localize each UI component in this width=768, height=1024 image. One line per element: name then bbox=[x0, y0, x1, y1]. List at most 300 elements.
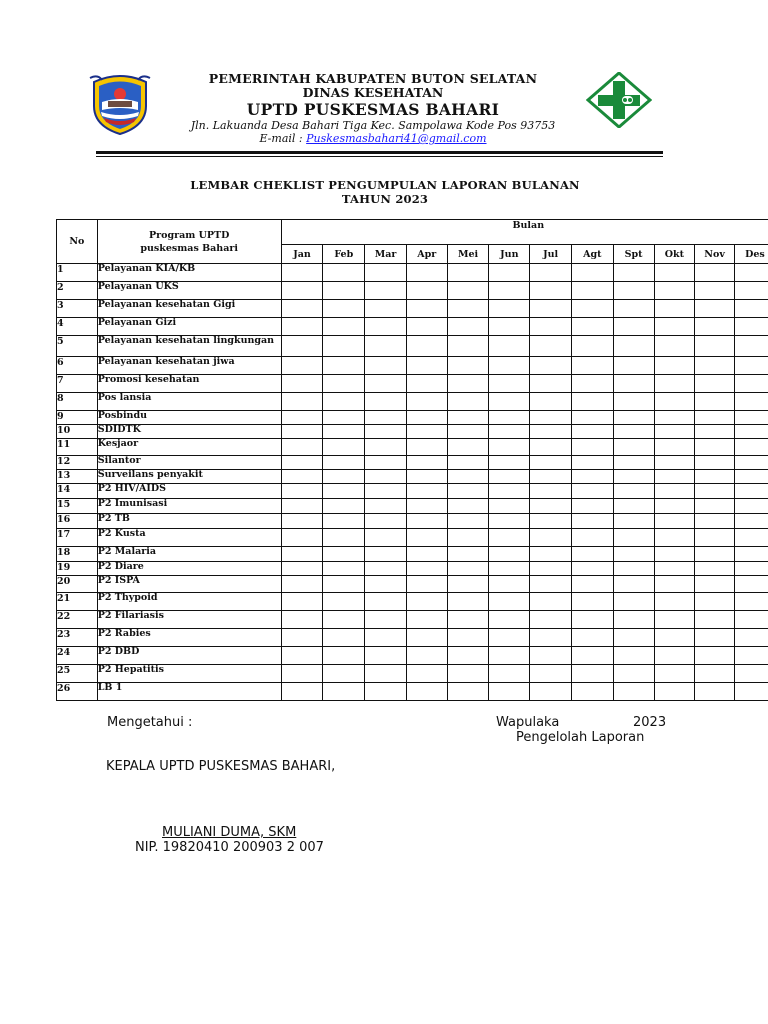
check-cell-apr[interactable] bbox=[406, 425, 447, 439]
check-cell-jul[interactable] bbox=[530, 456, 572, 470]
check-cell-spt[interactable] bbox=[613, 499, 654, 514]
check-cell-jul[interactable] bbox=[530, 300, 572, 318]
check-cell-apr[interactable] bbox=[406, 318, 447, 336]
check-cell-nov[interactable] bbox=[695, 665, 735, 683]
check-cell-agt[interactable] bbox=[571, 439, 613, 456]
check-cell-jul[interactable] bbox=[530, 336, 572, 357]
check-cell-nov[interactable] bbox=[695, 264, 735, 282]
check-cell-des[interactable] bbox=[734, 456, 768, 470]
check-cell-mar[interactable] bbox=[365, 375, 407, 393]
check-cell-jan[interactable] bbox=[281, 562, 323, 576]
check-cell-jun[interactable] bbox=[489, 456, 530, 470]
check-cell-feb[interactable] bbox=[323, 576, 365, 593]
check-cell-spt[interactable] bbox=[613, 514, 654, 529]
check-cell-mar[interactable] bbox=[365, 300, 407, 318]
check-cell-apr[interactable] bbox=[406, 336, 447, 357]
check-cell-feb[interactable] bbox=[323, 456, 365, 470]
check-cell-feb[interactable] bbox=[323, 629, 365, 647]
check-cell-nov[interactable] bbox=[695, 647, 735, 665]
check-cell-feb[interactable] bbox=[323, 529, 365, 547]
check-cell-spt[interactable] bbox=[613, 282, 654, 300]
check-cell-mar[interactable] bbox=[365, 611, 407, 629]
check-cell-okt[interactable] bbox=[654, 547, 695, 562]
check-cell-jul[interactable] bbox=[530, 629, 572, 647]
check-cell-mar[interactable] bbox=[365, 264, 407, 282]
check-cell-apr[interactable] bbox=[406, 484, 447, 499]
check-cell-apr[interactable] bbox=[406, 529, 447, 547]
check-cell-jul[interactable] bbox=[530, 562, 572, 576]
check-cell-mei[interactable] bbox=[447, 456, 489, 470]
check-cell-nov[interactable] bbox=[695, 318, 735, 336]
check-cell-agt[interactable] bbox=[571, 470, 613, 484]
check-cell-okt[interactable] bbox=[654, 393, 695, 411]
check-cell-spt[interactable] bbox=[613, 300, 654, 318]
check-cell-apr[interactable] bbox=[406, 629, 447, 647]
check-cell-jul[interactable] bbox=[530, 318, 572, 336]
check-cell-agt[interactable] bbox=[571, 514, 613, 529]
check-cell-agt[interactable] bbox=[571, 683, 613, 701]
check-cell-apr[interactable] bbox=[406, 300, 447, 318]
check-cell-agt[interactable] bbox=[571, 282, 613, 300]
check-cell-nov[interactable] bbox=[695, 547, 735, 562]
check-cell-spt[interactable] bbox=[613, 393, 654, 411]
check-cell-mar[interactable] bbox=[365, 629, 407, 647]
check-cell-des[interactable] bbox=[734, 629, 768, 647]
check-cell-jul[interactable] bbox=[530, 425, 572, 439]
check-cell-mei[interactable] bbox=[447, 647, 489, 665]
check-cell-mei[interactable] bbox=[447, 300, 489, 318]
check-cell-mei[interactable] bbox=[447, 425, 489, 439]
check-cell-jan[interactable] bbox=[281, 336, 323, 357]
check-cell-apr[interactable] bbox=[406, 562, 447, 576]
check-cell-nov[interactable] bbox=[695, 375, 735, 393]
check-cell-feb[interactable] bbox=[323, 499, 365, 514]
check-cell-mei[interactable] bbox=[447, 629, 489, 647]
check-cell-jan[interactable] bbox=[281, 611, 323, 629]
check-cell-nov[interactable] bbox=[695, 282, 735, 300]
check-cell-des[interactable] bbox=[734, 562, 768, 576]
check-cell-jun[interactable] bbox=[489, 336, 530, 357]
check-cell-mei[interactable] bbox=[447, 529, 489, 547]
check-cell-des[interactable] bbox=[734, 514, 768, 529]
check-cell-jun[interactable] bbox=[489, 439, 530, 456]
check-cell-mar[interactable] bbox=[365, 456, 407, 470]
check-cell-mar[interactable] bbox=[365, 336, 407, 357]
check-cell-des[interactable] bbox=[734, 611, 768, 629]
check-cell-agt[interactable] bbox=[571, 456, 613, 470]
check-cell-jun[interactable] bbox=[489, 529, 530, 547]
check-cell-mar[interactable] bbox=[365, 357, 407, 375]
check-cell-okt[interactable] bbox=[654, 529, 695, 547]
check-cell-okt[interactable] bbox=[654, 282, 695, 300]
check-cell-mar[interactable] bbox=[365, 425, 407, 439]
check-cell-nov[interactable] bbox=[695, 484, 735, 499]
check-cell-jan[interactable] bbox=[281, 514, 323, 529]
check-cell-mei[interactable] bbox=[447, 484, 489, 499]
check-cell-okt[interactable] bbox=[654, 411, 695, 425]
check-cell-mar[interactable] bbox=[365, 439, 407, 456]
check-cell-jan[interactable] bbox=[281, 393, 323, 411]
check-cell-nov[interactable] bbox=[695, 529, 735, 547]
check-cell-jul[interactable] bbox=[530, 439, 572, 456]
check-cell-agt[interactable] bbox=[571, 264, 613, 282]
check-cell-jan[interactable] bbox=[281, 357, 323, 375]
check-cell-apr[interactable] bbox=[406, 456, 447, 470]
check-cell-spt[interactable] bbox=[613, 562, 654, 576]
check-cell-jan[interactable] bbox=[281, 629, 323, 647]
check-cell-mei[interactable] bbox=[447, 393, 489, 411]
check-cell-des[interactable] bbox=[734, 439, 768, 456]
check-cell-okt[interactable] bbox=[654, 484, 695, 499]
check-cell-jul[interactable] bbox=[530, 514, 572, 529]
check-cell-nov[interactable] bbox=[695, 300, 735, 318]
check-cell-apr[interactable] bbox=[406, 264, 447, 282]
check-cell-des[interactable] bbox=[734, 411, 768, 425]
check-cell-feb[interactable] bbox=[323, 683, 365, 701]
check-cell-apr[interactable] bbox=[406, 282, 447, 300]
check-cell-agt[interactable] bbox=[571, 393, 613, 411]
check-cell-jul[interactable] bbox=[530, 264, 572, 282]
check-cell-nov[interactable] bbox=[695, 576, 735, 593]
check-cell-mei[interactable] bbox=[447, 499, 489, 514]
check-cell-jan[interactable] bbox=[281, 264, 323, 282]
check-cell-mei[interactable] bbox=[447, 439, 489, 456]
check-cell-spt[interactable] bbox=[613, 576, 654, 593]
check-cell-des[interactable] bbox=[734, 282, 768, 300]
check-cell-jul[interactable] bbox=[530, 375, 572, 393]
check-cell-des[interactable] bbox=[734, 647, 768, 665]
check-cell-mar[interactable] bbox=[365, 683, 407, 701]
check-cell-jun[interactable] bbox=[489, 282, 530, 300]
check-cell-des[interactable] bbox=[734, 357, 768, 375]
check-cell-jan[interactable] bbox=[281, 529, 323, 547]
check-cell-apr[interactable] bbox=[406, 470, 447, 484]
check-cell-okt[interactable] bbox=[654, 514, 695, 529]
check-cell-okt[interactable] bbox=[654, 456, 695, 470]
check-cell-nov[interactable] bbox=[695, 514, 735, 529]
check-cell-nov[interactable] bbox=[695, 439, 735, 456]
check-cell-agt[interactable] bbox=[571, 576, 613, 593]
check-cell-jun[interactable] bbox=[489, 499, 530, 514]
check-cell-jun[interactable] bbox=[489, 611, 530, 629]
check-cell-okt[interactable] bbox=[654, 470, 695, 484]
check-cell-mar[interactable] bbox=[365, 393, 407, 411]
check-cell-jan[interactable] bbox=[281, 425, 323, 439]
check-cell-jan[interactable] bbox=[281, 647, 323, 665]
check-cell-jun[interactable] bbox=[489, 514, 530, 529]
check-cell-mar[interactable] bbox=[365, 562, 407, 576]
check-cell-okt[interactable] bbox=[654, 375, 695, 393]
check-cell-spt[interactable] bbox=[613, 593, 654, 611]
check-cell-jul[interactable] bbox=[530, 282, 572, 300]
check-cell-jun[interactable] bbox=[489, 300, 530, 318]
check-cell-jan[interactable] bbox=[281, 375, 323, 393]
check-cell-agt[interactable] bbox=[571, 300, 613, 318]
check-cell-okt[interactable] bbox=[654, 629, 695, 647]
check-cell-spt[interactable] bbox=[613, 357, 654, 375]
check-cell-mar[interactable] bbox=[365, 547, 407, 562]
check-cell-okt[interactable] bbox=[654, 264, 695, 282]
check-cell-feb[interactable] bbox=[323, 514, 365, 529]
check-cell-feb[interactable] bbox=[323, 357, 365, 375]
check-cell-des[interactable] bbox=[734, 683, 768, 701]
check-cell-mei[interactable] bbox=[447, 375, 489, 393]
check-cell-des[interactable] bbox=[734, 576, 768, 593]
check-cell-mar[interactable] bbox=[365, 318, 407, 336]
check-cell-jan[interactable] bbox=[281, 484, 323, 499]
check-cell-nov[interactable] bbox=[695, 456, 735, 470]
check-cell-agt[interactable] bbox=[571, 336, 613, 357]
check-cell-okt[interactable] bbox=[654, 576, 695, 593]
check-cell-jun[interactable] bbox=[489, 665, 530, 683]
check-cell-jun[interactable] bbox=[489, 547, 530, 562]
check-cell-feb[interactable] bbox=[323, 547, 365, 562]
check-cell-jun[interactable] bbox=[489, 318, 530, 336]
check-cell-apr[interactable] bbox=[406, 514, 447, 529]
check-cell-okt[interactable] bbox=[654, 611, 695, 629]
check-cell-apr[interactable] bbox=[406, 593, 447, 611]
check-cell-jan[interactable] bbox=[281, 576, 323, 593]
check-cell-spt[interactable] bbox=[613, 529, 654, 547]
check-cell-jun[interactable] bbox=[489, 484, 530, 499]
check-cell-jun[interactable] bbox=[489, 629, 530, 647]
check-cell-jan[interactable] bbox=[281, 318, 323, 336]
check-cell-jun[interactable] bbox=[489, 562, 530, 576]
check-cell-feb[interactable] bbox=[323, 411, 365, 425]
check-cell-okt[interactable] bbox=[654, 318, 695, 336]
check-cell-jul[interactable] bbox=[530, 593, 572, 611]
check-cell-des[interactable] bbox=[734, 393, 768, 411]
check-cell-spt[interactable] bbox=[613, 439, 654, 456]
check-cell-feb[interactable] bbox=[323, 593, 365, 611]
check-cell-jan[interactable] bbox=[281, 665, 323, 683]
check-cell-nov[interactable] bbox=[695, 336, 735, 357]
check-cell-jan[interactable] bbox=[281, 683, 323, 701]
check-cell-okt[interactable] bbox=[654, 665, 695, 683]
check-cell-feb[interactable] bbox=[323, 264, 365, 282]
check-cell-jul[interactable] bbox=[530, 611, 572, 629]
check-cell-mar[interactable] bbox=[365, 411, 407, 425]
check-cell-spt[interactable] bbox=[613, 411, 654, 425]
check-cell-jun[interactable] bbox=[489, 647, 530, 665]
check-cell-jun[interactable] bbox=[489, 357, 530, 375]
check-cell-spt[interactable] bbox=[613, 336, 654, 357]
check-cell-mei[interactable] bbox=[447, 336, 489, 357]
check-cell-jan[interactable] bbox=[281, 456, 323, 470]
check-cell-mar[interactable] bbox=[365, 282, 407, 300]
check-cell-des[interactable] bbox=[734, 547, 768, 562]
check-cell-jun[interactable] bbox=[489, 470, 530, 484]
check-cell-nov[interactable] bbox=[695, 470, 735, 484]
check-cell-mei[interactable] bbox=[447, 318, 489, 336]
check-cell-jul[interactable] bbox=[530, 470, 572, 484]
check-cell-des[interactable] bbox=[734, 665, 768, 683]
check-cell-jul[interactable] bbox=[530, 665, 572, 683]
check-cell-nov[interactable] bbox=[695, 357, 735, 375]
check-cell-spt[interactable] bbox=[613, 547, 654, 562]
check-cell-spt[interactable] bbox=[613, 647, 654, 665]
check-cell-des[interactable] bbox=[734, 300, 768, 318]
check-cell-agt[interactable] bbox=[571, 499, 613, 514]
check-cell-jun[interactable] bbox=[489, 425, 530, 439]
check-cell-mar[interactable] bbox=[365, 470, 407, 484]
check-cell-okt[interactable] bbox=[654, 683, 695, 701]
check-cell-mar[interactable] bbox=[365, 529, 407, 547]
check-cell-spt[interactable] bbox=[613, 456, 654, 470]
check-cell-mei[interactable] bbox=[447, 357, 489, 375]
check-cell-agt[interactable] bbox=[571, 357, 613, 375]
check-cell-okt[interactable] bbox=[654, 499, 695, 514]
check-cell-agt[interactable] bbox=[571, 562, 613, 576]
check-cell-jan[interactable] bbox=[281, 547, 323, 562]
check-cell-nov[interactable] bbox=[695, 593, 735, 611]
check-cell-jan[interactable] bbox=[281, 300, 323, 318]
check-cell-agt[interactable] bbox=[571, 611, 613, 629]
check-cell-jul[interactable] bbox=[530, 393, 572, 411]
check-cell-jul[interactable] bbox=[530, 647, 572, 665]
check-cell-mei[interactable] bbox=[447, 264, 489, 282]
check-cell-des[interactable] bbox=[734, 529, 768, 547]
check-cell-feb[interactable] bbox=[323, 393, 365, 411]
check-cell-okt[interactable] bbox=[654, 425, 695, 439]
check-cell-jul[interactable] bbox=[530, 576, 572, 593]
check-cell-des[interactable] bbox=[734, 336, 768, 357]
check-cell-feb[interactable] bbox=[323, 318, 365, 336]
check-cell-agt[interactable] bbox=[571, 665, 613, 683]
check-cell-mei[interactable] bbox=[447, 593, 489, 611]
check-cell-mei[interactable] bbox=[447, 470, 489, 484]
check-cell-jun[interactable] bbox=[489, 593, 530, 611]
check-cell-mar[interactable] bbox=[365, 576, 407, 593]
check-cell-agt[interactable] bbox=[571, 647, 613, 665]
check-cell-okt[interactable] bbox=[654, 357, 695, 375]
check-cell-feb[interactable] bbox=[323, 665, 365, 683]
check-cell-jun[interactable] bbox=[489, 576, 530, 593]
check-cell-mar[interactable] bbox=[365, 484, 407, 499]
check-cell-apr[interactable] bbox=[406, 576, 447, 593]
check-cell-des[interactable] bbox=[734, 499, 768, 514]
check-cell-mar[interactable] bbox=[365, 593, 407, 611]
check-cell-apr[interactable] bbox=[406, 547, 447, 562]
check-cell-spt[interactable] bbox=[613, 264, 654, 282]
check-cell-feb[interactable] bbox=[323, 647, 365, 665]
check-cell-apr[interactable] bbox=[406, 665, 447, 683]
check-cell-agt[interactable] bbox=[571, 629, 613, 647]
check-cell-des[interactable] bbox=[734, 470, 768, 484]
email-link[interactable]: Puskesmasbahari41@gmail.com bbox=[306, 132, 487, 145]
check-cell-nov[interactable] bbox=[695, 683, 735, 701]
check-cell-mar[interactable] bbox=[365, 647, 407, 665]
check-cell-apr[interactable] bbox=[406, 611, 447, 629]
check-cell-des[interactable] bbox=[734, 425, 768, 439]
check-cell-des[interactable] bbox=[734, 484, 768, 499]
check-cell-jul[interactable] bbox=[530, 683, 572, 701]
check-cell-apr[interactable] bbox=[406, 683, 447, 701]
check-cell-okt[interactable] bbox=[654, 336, 695, 357]
check-cell-apr[interactable] bbox=[406, 499, 447, 514]
check-cell-okt[interactable] bbox=[654, 593, 695, 611]
check-cell-agt[interactable] bbox=[571, 484, 613, 499]
check-cell-mar[interactable] bbox=[365, 499, 407, 514]
check-cell-des[interactable] bbox=[734, 593, 768, 611]
check-cell-mei[interactable] bbox=[447, 611, 489, 629]
check-cell-feb[interactable] bbox=[323, 336, 365, 357]
check-cell-feb[interactable] bbox=[323, 300, 365, 318]
check-cell-jun[interactable] bbox=[489, 393, 530, 411]
check-cell-spt[interactable] bbox=[613, 629, 654, 647]
check-cell-agt[interactable] bbox=[571, 547, 613, 562]
check-cell-mei[interactable] bbox=[447, 562, 489, 576]
check-cell-spt[interactable] bbox=[613, 375, 654, 393]
check-cell-spt[interactable] bbox=[613, 683, 654, 701]
check-cell-jan[interactable] bbox=[281, 470, 323, 484]
check-cell-jul[interactable] bbox=[530, 484, 572, 499]
check-cell-mei[interactable] bbox=[447, 665, 489, 683]
check-cell-jul[interactable] bbox=[530, 357, 572, 375]
check-cell-feb[interactable] bbox=[323, 484, 365, 499]
check-cell-des[interactable] bbox=[734, 264, 768, 282]
check-cell-spt[interactable] bbox=[613, 484, 654, 499]
check-cell-nov[interactable] bbox=[695, 411, 735, 425]
check-cell-agt[interactable] bbox=[571, 411, 613, 425]
check-cell-feb[interactable] bbox=[323, 439, 365, 456]
check-cell-mei[interactable] bbox=[447, 514, 489, 529]
check-cell-jul[interactable] bbox=[530, 547, 572, 562]
check-cell-feb[interactable] bbox=[323, 611, 365, 629]
check-cell-mar[interactable] bbox=[365, 514, 407, 529]
check-cell-feb[interactable] bbox=[323, 470, 365, 484]
check-cell-feb[interactable] bbox=[323, 425, 365, 439]
check-cell-spt[interactable] bbox=[613, 611, 654, 629]
check-cell-apr[interactable] bbox=[406, 375, 447, 393]
check-cell-apr[interactable] bbox=[406, 357, 447, 375]
check-cell-des[interactable] bbox=[734, 318, 768, 336]
check-cell-jun[interactable] bbox=[489, 411, 530, 425]
check-cell-nov[interactable] bbox=[695, 499, 735, 514]
check-cell-okt[interactable] bbox=[654, 647, 695, 665]
check-cell-apr[interactable] bbox=[406, 411, 447, 425]
check-cell-nov[interactable] bbox=[695, 629, 735, 647]
check-cell-jan[interactable] bbox=[281, 282, 323, 300]
check-cell-mei[interactable] bbox=[447, 282, 489, 300]
check-cell-spt[interactable] bbox=[613, 470, 654, 484]
check-cell-agt[interactable] bbox=[571, 375, 613, 393]
check-cell-okt[interactable] bbox=[654, 300, 695, 318]
check-cell-nov[interactable] bbox=[695, 425, 735, 439]
check-cell-jun[interactable] bbox=[489, 375, 530, 393]
check-cell-mei[interactable] bbox=[447, 547, 489, 562]
check-cell-mei[interactable] bbox=[447, 411, 489, 425]
check-cell-des[interactable] bbox=[734, 375, 768, 393]
check-cell-jan[interactable] bbox=[281, 593, 323, 611]
check-cell-agt[interactable] bbox=[571, 529, 613, 547]
check-cell-jan[interactable] bbox=[281, 439, 323, 456]
check-cell-mar[interactable] bbox=[365, 665, 407, 683]
check-cell-jan[interactable] bbox=[281, 499, 323, 514]
check-cell-apr[interactable] bbox=[406, 647, 447, 665]
check-cell-jul[interactable] bbox=[530, 499, 572, 514]
check-cell-okt[interactable] bbox=[654, 562, 695, 576]
check-cell-mei[interactable] bbox=[447, 683, 489, 701]
check-cell-spt[interactable] bbox=[613, 665, 654, 683]
check-cell-feb[interactable] bbox=[323, 375, 365, 393]
check-cell-spt[interactable] bbox=[613, 318, 654, 336]
check-cell-jun[interactable] bbox=[489, 683, 530, 701]
check-cell-apr[interactable] bbox=[406, 439, 447, 456]
check-cell-jun[interactable] bbox=[489, 264, 530, 282]
check-cell-feb[interactable] bbox=[323, 562, 365, 576]
check-cell-nov[interactable] bbox=[695, 611, 735, 629]
